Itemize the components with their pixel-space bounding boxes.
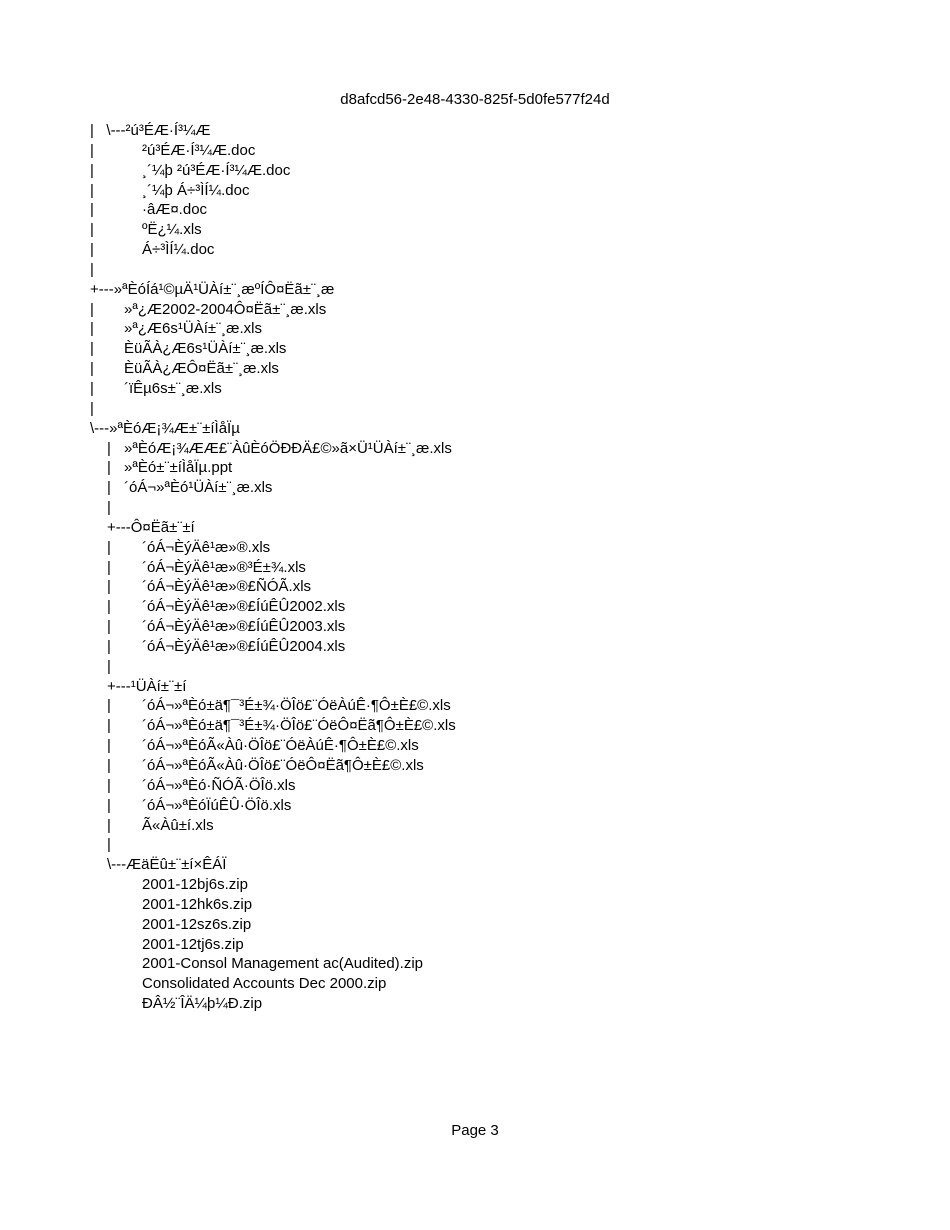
tree-row bbox=[0, 419, 950, 439]
tree-row bbox=[0, 974, 950, 994]
tree-file-name: »ª¿Æ2002-2004Ô¤Ëã±¨¸æ.xls bbox=[124, 300, 327, 318]
tree-row bbox=[0, 736, 950, 756]
tree-file-name: ´óÁ¬»ªÈó±ä¶¯³É±¾·ÖÎö£¨ÓëÀúÊ·¶Ô±È£©.xls bbox=[142, 697, 451, 715]
tree-row bbox=[0, 677, 950, 697]
tree-row bbox=[0, 657, 950, 677]
tree-branch-prefix: | bbox=[107, 717, 111, 735]
tree-file-name: 2001-12sz6s.zip bbox=[142, 915, 252, 933]
tree-branch-prefix: | bbox=[107, 737, 111, 755]
tree-branch-prefix: | bbox=[107, 657, 111, 675]
tree-branch-prefix: | bbox=[107, 558, 111, 576]
tree-row bbox=[0, 260, 950, 280]
tree-row bbox=[0, 439, 950, 459]
tree-file-name: ´óÁ¬»ªÈó¹ÜÀí±¨¸æ.xls bbox=[124, 479, 273, 497]
tree-row bbox=[0, 696, 950, 716]
tree-file-name: Á÷³ÌÍ¼.doc bbox=[142, 241, 215, 259]
tree-branch-prefix: | bbox=[107, 796, 111, 814]
tree-file-name: ´óÁ¬»ªÈóÃ«Àû·ÖÎö£¨ÓëÀúÊ·¶Ô±È£©.xls bbox=[142, 737, 419, 755]
tree-row bbox=[0, 776, 950, 796]
tree-row bbox=[0, 200, 950, 220]
tree-branch-prefix: | bbox=[107, 836, 111, 854]
tree-row bbox=[0, 855, 950, 875]
tree-file-name: ´óÁ¬ÈýÄê¹æ»®³É±¾.xls bbox=[142, 558, 306, 576]
tree-branch-prefix: | bbox=[90, 399, 94, 417]
tree-row bbox=[0, 478, 950, 498]
tree-row bbox=[0, 240, 950, 260]
tree-row bbox=[0, 915, 950, 935]
tree-branch-prefix: +---»ªÈóÍá¹©µÄ¹ÜÀí±¨¸æºÍÔ¤Ëã±¨¸æ bbox=[90, 280, 335, 298]
tree-file-name: ´óÁ¬ÈýÄê¹æ»®£ÍúÊÛ2004.xls bbox=[142, 637, 346, 655]
tree-branch-prefix: | bbox=[90, 320, 94, 338]
tree-row bbox=[0, 796, 950, 816]
tree-file-name: ´óÁ¬ÈýÄê¹æ»®£ÍúÊÛ2002.xls bbox=[142, 598, 346, 616]
document-id-header: d8afcd56-2e48-4330-825f-5d0fe577f24d bbox=[340, 91, 610, 108]
tree-row bbox=[0, 835, 950, 855]
tree-row bbox=[0, 558, 950, 578]
tree-file-name: ´óÁ¬»ªÈó±ä¶¯³É±¾·ÖÎö£¨ÓëÔ¤Ëã¶Ô±È£©.xls bbox=[142, 717, 456, 735]
tree-branch-prefix: | bbox=[90, 141, 94, 159]
tree-branch-prefix: | bbox=[107, 776, 111, 794]
tree-file-name: ´óÁ¬»ªÈóÃ«Àû·ÖÎö£¨ÓëÔ¤Ëã¶Ô±È£©.xls bbox=[142, 757, 424, 774]
tree-file-name: Ã«Àû±í.xls bbox=[142, 816, 214, 834]
tree-row bbox=[0, 181, 950, 201]
tree-row bbox=[0, 280, 950, 300]
tree-row bbox=[0, 379, 950, 399]
tree-row bbox=[0, 498, 950, 518]
tree-row bbox=[0, 577, 950, 597]
tree-branch-prefix: | bbox=[90, 260, 94, 278]
tree-file-name: ´óÁ¬ÈýÄê¹æ»®£ÍúÊÛ2003.xls bbox=[142, 618, 346, 636]
tree-file-name: ÈüÃÀ¿ÆÔ¤Ëã±¨¸æ.xls bbox=[124, 360, 279, 378]
tree-file-name: ²ú³ÉÆ·Í³¼Æ.doc bbox=[142, 141, 256, 159]
tree-branch-prefix: \---ÆäËû±¨±í×ÊÁÏ bbox=[107, 856, 227, 874]
tree-branch-prefix: | bbox=[107, 697, 111, 715]
tree-file-name: 2001-Consol Management ac(Audited).zip bbox=[142, 955, 423, 973]
tree-file-name: ´óÁ¬ÈýÄê¹æ»®£ÑÓÃ.xls bbox=[142, 578, 312, 596]
tree-file-name: ÈüÃÀ¿Æ6s¹ÜÀí±¨¸æ.xls bbox=[124, 340, 287, 358]
tree-branch-prefix: | bbox=[107, 479, 111, 497]
page-number: Page 3 bbox=[451, 1122, 499, 1139]
tree-row bbox=[0, 339, 950, 359]
tree-branch-prefix: | bbox=[90, 221, 94, 239]
tree-row bbox=[0, 617, 950, 637]
tree-file-name: ´óÁ¬»ªÈó·ÑÓÃ·ÖÎö.xls bbox=[142, 776, 296, 794]
tree-file-name: 2001-12hk6s.zip bbox=[142, 895, 253, 913]
tree-row bbox=[0, 399, 950, 419]
tree-row bbox=[0, 319, 950, 339]
tree-row bbox=[0, 816, 950, 836]
tree-branch-prefix: | bbox=[90, 300, 94, 318]
tree-file-name: »ªÈóÆ¡¾ÆÆ£¨ÀûÈóÖÐÐÄ£©»ã×Ü¹ÜÀí±¨¸æ.xls bbox=[124, 439, 452, 457]
tree-row bbox=[0, 597, 950, 617]
tree-file-name: ·âÆ¤.doc bbox=[142, 201, 208, 219]
tree-branch-prefix: | \---²ú³ÉÆ·Í³¼Æ bbox=[90, 122, 211, 139]
tree-branch-prefix: +---Ô¤Ëã±¨±í bbox=[107, 518, 195, 536]
tree-branch-prefix: | bbox=[107, 499, 111, 517]
tree-branch-prefix: | bbox=[90, 181, 94, 199]
tree-branch-prefix: | bbox=[107, 578, 111, 596]
tree-row bbox=[0, 716, 950, 736]
tree-file-name: ÐÂ½¨ÎÄ¼þ¼Ð.zip bbox=[142, 995, 263, 1013]
tree-row bbox=[0, 935, 950, 955]
tree-file-name: ¸´¼þ ²ú³ÉÆ·Í³¼Æ.doc bbox=[142, 161, 291, 179]
tree-file-name: ´óÁ¬ÈýÄê¹æ»®.xls bbox=[142, 538, 271, 556]
tree-row bbox=[0, 458, 950, 478]
tree-file-name: ºË¿¼.xls bbox=[142, 221, 202, 239]
tree-file-name: »ªÈó±¨±íÌåÏµ.ppt bbox=[124, 459, 233, 477]
tree-branch-prefix: | bbox=[90, 340, 94, 358]
tree-file-name: 2001-12bj6s.zip bbox=[142, 876, 248, 894]
tree-branch-prefix: +---¹ÜÀí±¨±í bbox=[107, 677, 187, 695]
tree-file-name: Consolidated Accounts Dec 2000.zip bbox=[142, 975, 387, 993]
tree-branch-prefix: | bbox=[107, 538, 111, 556]
tree-branch-prefix: | bbox=[90, 201, 94, 219]
tree-row bbox=[0, 141, 950, 161]
tree-row bbox=[0, 895, 950, 915]
tree-row bbox=[0, 300, 950, 320]
file-tree-listing bbox=[0, 121, 950, 1014]
tree-file-name: »ª¿Æ6s¹ÜÀí±¨¸æ.xls bbox=[124, 320, 262, 338]
tree-row bbox=[0, 954, 950, 974]
tree-branch-prefix: \---»ªÈóÆ¡¾Æ±¨±íÌåÏµ bbox=[90, 419, 240, 437]
tree-branch-prefix: | bbox=[90, 379, 94, 397]
tree-row bbox=[0, 359, 950, 379]
tree-branch-prefix: | bbox=[90, 161, 94, 179]
tree-branch-prefix: | bbox=[107, 618, 111, 636]
tree-row bbox=[0, 518, 950, 538]
tree-branch-prefix: | bbox=[107, 816, 111, 834]
tree-row bbox=[0, 220, 950, 240]
tree-file-name: 2001-12tj6s.zip bbox=[142, 935, 244, 953]
tree-file-name: ´óÁ¬»ªÈóÏúÊÛ·ÖÎö.xls bbox=[142, 796, 292, 814]
tree-row bbox=[0, 994, 950, 1014]
tree-file-name: ¸´¼þ Á÷³ÌÍ¼.doc bbox=[142, 181, 250, 199]
tree-row bbox=[0, 875, 950, 895]
tree-branch-prefix: | bbox=[90, 241, 94, 259]
tree-branch-prefix: | bbox=[90, 360, 94, 378]
tree-row bbox=[0, 756, 950, 776]
tree-branch-prefix: | bbox=[107, 598, 111, 616]
tree-branch-prefix: | bbox=[107, 459, 111, 477]
tree-row bbox=[0, 161, 950, 181]
tree-row bbox=[0, 637, 950, 657]
tree-branch-prefix: | bbox=[107, 757, 111, 774]
tree-branch-prefix: | bbox=[107, 439, 111, 457]
tree-branch-prefix: | bbox=[107, 637, 111, 655]
tree-row bbox=[0, 121, 950, 141]
tree-row bbox=[0, 538, 950, 558]
tree-file-name: ´ïÊµ6s±¨¸æ.xls bbox=[124, 379, 222, 397]
